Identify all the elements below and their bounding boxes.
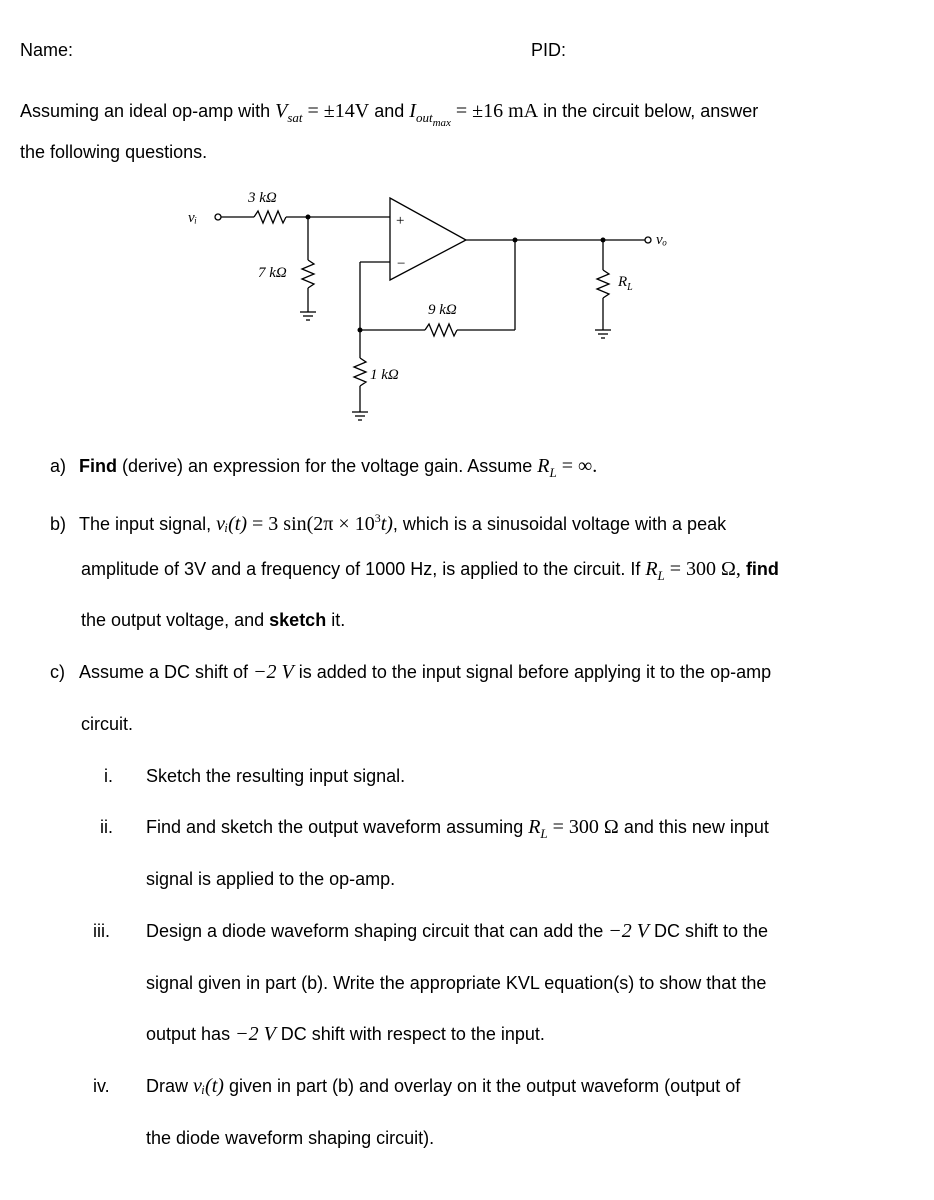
r-shunt-label: 7 kΩ — [258, 265, 287, 281]
question-a-text: (derive) an expression for the voltage gain. Assume — [117, 456, 538, 476]
pid-label: PID: — [531, 40, 567, 60]
question-b-sup: 3 — [374, 511, 381, 525]
intro-and: and — [369, 101, 410, 121]
question-b-rl: R — [645, 558, 658, 580]
question-c-shift: −2 V — [253, 661, 294, 683]
vsat-var: V — [275, 100, 288, 122]
input-terminal — [215, 214, 221, 220]
question-b-text-2: amplitude of 3V and a frequency of 1000 Hz, is applied to the circuit. If — [81, 559, 646, 579]
question-b-line-3 — [81, 608, 345, 632]
intro-text-2: in the circuit below, answer — [538, 101, 759, 121]
resistor-9k — [425, 324, 457, 336]
iout-sub: out — [415, 110, 433, 125]
intro-line-1 — [20, 99, 758, 135]
name-label: Name: — [20, 40, 74, 60]
question-c-iv-line-1 — [146, 1074, 740, 1098]
question-b-t: t) — [380, 513, 393, 535]
question-b-find: find — [740, 559, 779, 579]
question-c-ii-rl-sub: L — [540, 826, 548, 841]
vi-label: vᵢ — [188, 210, 198, 226]
r-feedback-label: 9 kΩ — [428, 302, 457, 318]
question-c-iv-vi: vᵢ(t) — [193, 1075, 224, 1097]
question-c-iii-line-2: signal given in part (b). Write the appropriate KVL equation(s) to show that the — [146, 973, 767, 993]
question-c-i-marker: i. — [104, 766, 113, 786]
vsat-value: = ±14V — [302, 100, 370, 122]
question-c-ii-line-1 — [146, 815, 769, 846]
question-a-sub: L — [549, 465, 557, 480]
question-c-iii-tail-3: DC shift with respect to the input. — [275, 1024, 545, 1044]
resistor-3k — [254, 211, 286, 223]
question-b-tail-3: it. — [326, 610, 346, 630]
question-b-sketch: sketch — [269, 610, 327, 630]
question-c-iii-shift-3: −2 V — [235, 1023, 276, 1045]
question-c-text: Assume a DC shift of — [79, 662, 254, 682]
question-b-line-2 — [81, 557, 779, 588]
question-c-ii-value: = 300 Ω — [547, 816, 619, 838]
question-c-iv-tail: given in part (b) and overlay on it the output waveform (output of — [223, 1076, 741, 1096]
question-c-iv-marker: iv. — [93, 1076, 110, 1096]
question-c-iii-shift: −2 V — [608, 920, 649, 942]
question-c-iii-line-3 — [146, 1022, 545, 1046]
question-c-tail: is added to the input signal before applying it to the op-amp — [293, 662, 772, 682]
resistor-1k — [354, 358, 366, 386]
iout-value: = ±16 mA — [450, 100, 539, 122]
resistor-7k — [302, 260, 314, 288]
iout-subsub: max — [432, 117, 451, 129]
question-b-marker: b) — [50, 514, 67, 534]
question-c-ii-tail: and this new input — [618, 817, 769, 837]
question-b-text: The input signal, — [79, 514, 217, 534]
question-a-bold: Find — [79, 456, 118, 476]
question-c-i-text: Sketch the resulting input signal. — [146, 766, 406, 786]
question-c-iii-tail: DC shift to the — [649, 921, 769, 941]
question-c-iv-line-2: the diode waveform shaping circuit). — [146, 1128, 435, 1148]
question-b-line-1 — [50, 506, 726, 536]
vo-label: vₒ — [656, 232, 667, 248]
question-c-ii-line-2: signal is applied to the op-amp. — [146, 869, 396, 889]
question-a-value: = ∞. — [556, 455, 598, 477]
question-b-tail: , which is a sinusoidal voltage with a peak — [392, 514, 727, 534]
question-c-iii-marker: iii. — [93, 921, 110, 941]
vsat-sub: sat — [287, 110, 303, 125]
output-terminal — [645, 237, 651, 243]
rl-label: $R_L$ — [618, 274, 633, 293]
question-c-iii-line-1 — [146, 919, 768, 943]
question-b-eq: = 3 sin(2π × 10 — [247, 513, 375, 535]
iout-var: I — [409, 100, 416, 122]
question-c-line-2: circuit. — [81, 714, 134, 734]
question-c-ii-rl: R — [528, 816, 541, 838]
r-input-label: 3 kΩ — [248, 190, 277, 206]
question-b-rl-sub: L — [657, 568, 665, 583]
question-c-line-1 — [50, 660, 771, 684]
resistor-load — [597, 270, 609, 298]
question-c-iii-text-3: output has — [146, 1024, 236, 1044]
question-c-ii-text: Find and sketch the output waveform assuming — [146, 817, 529, 837]
question-b-text-3: the output voltage, and — [81, 610, 270, 630]
r-ground-label: 1 kΩ — [370, 367, 399, 383]
question-c-iv-text: Draw — [146, 1076, 194, 1096]
inverting-sign: − — [397, 256, 406, 272]
question-a-math: R — [537, 455, 550, 477]
question-b-vi: vᵢ(t) — [216, 513, 248, 535]
question-a — [50, 454, 597, 485]
opamp-circuit-diagram — [170, 180, 710, 440]
question-a-marker: a) — [50, 456, 67, 476]
noninverting-sign: + — [396, 213, 405, 229]
intro-line-2: the following questions. — [20, 142, 208, 162]
question-c-marker: c) — [50, 662, 65, 682]
intro-text: Assuming an ideal op-amp with — [20, 101, 276, 121]
question-b-rl-value: = 300 Ω, — [664, 558, 741, 580]
question-c-ii-marker: ii. — [100, 817, 113, 837]
question-c-iii-text: Design a diode waveform shaping circuit that can add the — [146, 921, 609, 941]
